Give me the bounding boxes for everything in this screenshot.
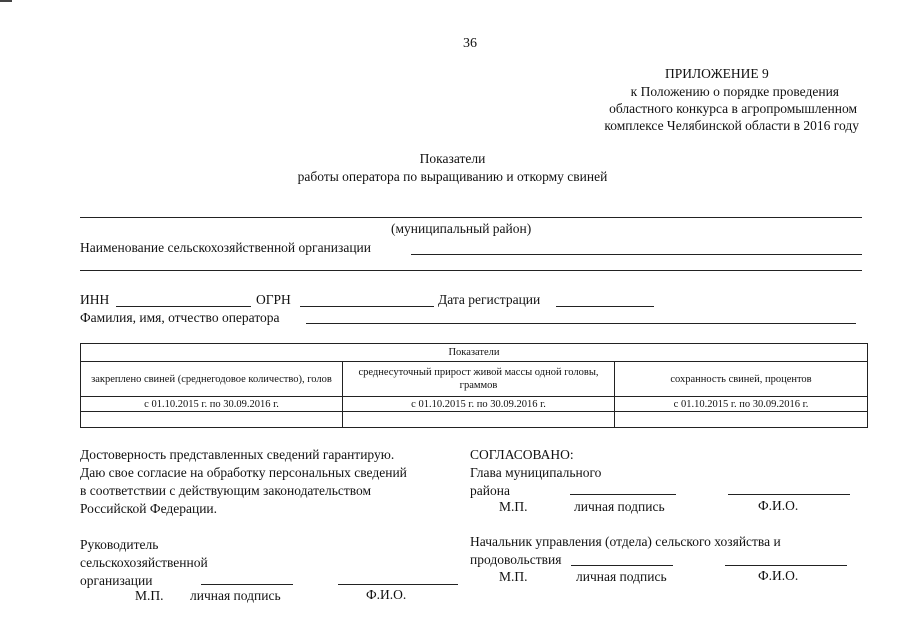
operator-field[interactable] xyxy=(306,323,856,324)
declaration-line-4: Российской Федерации. xyxy=(80,501,218,516)
org-head-line-3: организации xyxy=(80,573,153,588)
indicators-table xyxy=(80,343,868,428)
inn-field[interactable] xyxy=(116,306,251,307)
appendix-line-3: комплексе Челябинской области в 2016 году xyxy=(604,118,859,133)
ogrn-field[interactable] xyxy=(300,306,434,307)
declaration-line-3: в соответствии с действующим законодательством xyxy=(80,483,372,498)
org-head-signature-field[interactable] xyxy=(201,584,293,585)
org-head-signature-caption: личная подпись xyxy=(190,588,281,603)
approved-line-2: района xyxy=(470,483,510,498)
declaration-line-2: Даю свое согласие на обработку персональных сведений xyxy=(80,465,407,480)
head-agri-signature-field[interactable] xyxy=(571,565,673,566)
org-head-mp: М.П. xyxy=(135,588,164,603)
appendix-title: ПРИЛОЖЕНИЕ 9 xyxy=(665,66,769,81)
approved-signature-caption: личная подпись xyxy=(574,499,665,514)
org-name-label: Наименование сельскохозяйственной организации xyxy=(80,240,372,255)
district-caption: (муниципальный район) xyxy=(391,221,532,236)
head-agri-line-1: Начальник управления (отдела) сельского хозяйства и xyxy=(470,534,781,549)
column-header-pigs-count: закреплено свиней (среднегодовое количество), голов xyxy=(81,362,343,397)
head-agri-signature-caption: личная подпись xyxy=(576,569,667,584)
org-name-field-2[interactable] xyxy=(80,270,862,271)
table-header: Показатели xyxy=(81,344,868,362)
reg-date-label: Дата регистрации xyxy=(438,292,541,307)
org-head-fio-field[interactable] xyxy=(338,584,458,585)
approved-fio-field[interactable] xyxy=(728,494,850,495)
org-head-line-2: сельскохозяйственной xyxy=(80,555,208,570)
approved-fio-caption: Ф.И.О. xyxy=(758,498,799,513)
head-agri-fio-field[interactable] xyxy=(725,565,847,566)
approved-title: СОГЛАСОВАНО: xyxy=(470,447,574,462)
inn-label: ИНН xyxy=(80,292,110,307)
period-cell-2: с 01.10.2015 г. по 30.09.2016 г. xyxy=(343,397,615,412)
value-cell-daily-gain[interactable] xyxy=(343,412,615,428)
org-head-fio-caption: Ф.И.О. xyxy=(366,587,407,602)
approved-line-1: Глава муниципального xyxy=(470,465,602,480)
district-field[interactable] xyxy=(80,217,862,218)
column-header-daily-gain: среднесуточный прирост живой массы одной головы, граммов xyxy=(343,362,615,397)
reg-date-field[interactable] xyxy=(556,306,654,307)
org-head-line-1: Руководитель xyxy=(80,537,159,552)
document-heading-2: работы оператора по выращиванию и откорму свиней xyxy=(297,169,608,184)
period-cell-3: с 01.10.2015 г. по 30.09.2016 г. xyxy=(615,397,868,412)
org-name-field[interactable] xyxy=(411,254,862,255)
approved-mp: М.П. xyxy=(499,499,528,514)
period-cell-1: с 01.10.2015 г. по 30.09.2016 г. xyxy=(81,397,343,412)
head-agri-fio-caption: Ф.И.О. xyxy=(758,568,799,583)
appendix-line-2: областного конкурса в агропромышленном xyxy=(609,101,857,116)
scan-edge-mark xyxy=(0,0,12,2)
appendix-line-1: к Положению о порядке проведения xyxy=(630,84,839,99)
document-heading-1: Показатели xyxy=(419,151,486,166)
ogrn-label: ОГРН xyxy=(256,292,291,307)
column-header-survival: сохранность свиней, процентов xyxy=(615,362,868,397)
approved-signature-field[interactable] xyxy=(570,494,676,495)
declaration-line-1: Достоверность представленных сведений гарантирую. xyxy=(80,447,395,462)
head-agri-line-2: продовольствия xyxy=(470,552,562,567)
operator-label: Фамилия, имя, отчество оператора xyxy=(80,310,280,325)
page-number: 36 xyxy=(463,36,477,51)
value-cell-survival[interactable] xyxy=(615,412,868,428)
value-cell-pigs-count[interactable] xyxy=(81,412,343,428)
head-agri-mp: М.П. xyxy=(499,569,528,584)
